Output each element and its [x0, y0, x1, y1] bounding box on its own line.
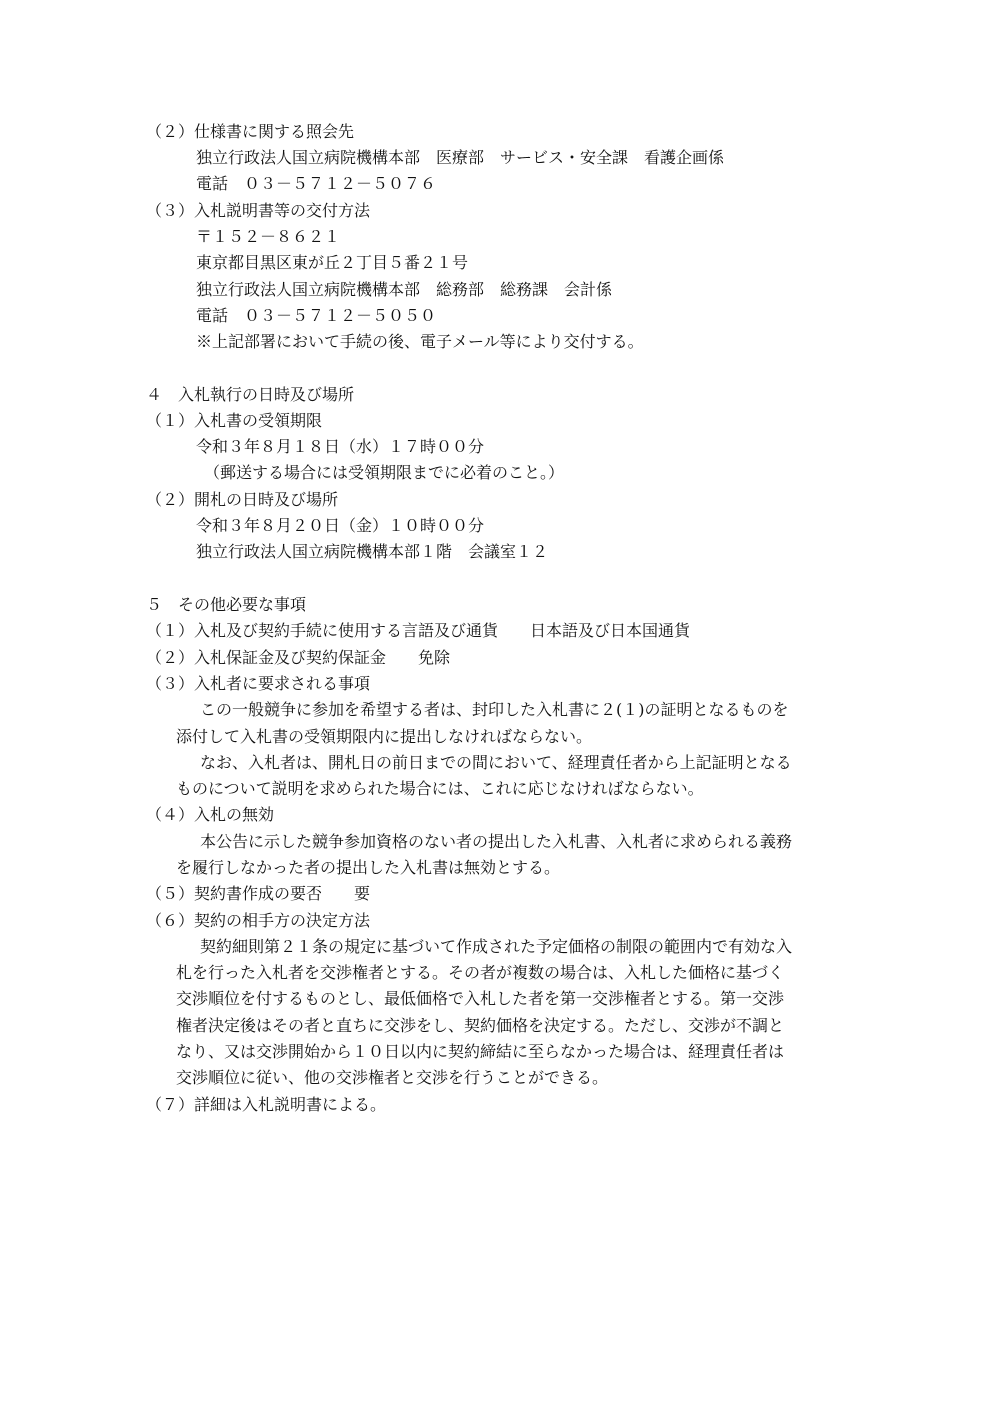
sec3-item3-address: 東京都目黒区東が丘２丁目５番２１号 — [196, 253, 469, 272]
sec5-item3-para1-line2: 添付して入札書の受領期限内に提出しなければならない。 — [176, 727, 593, 746]
sec3-item3-tel: 電話 ０３－５７１２－５０５０ — [196, 306, 437, 325]
sec4-heading: ４ 入札執行の日時及び場所 — [146, 385, 355, 404]
sec4-item1-note: （郵送する場合には受領期限までに必着のこと。） — [204, 463, 565, 482]
sec3-item3-label: （３）入札説明書等の交付方法 — [146, 201, 371, 220]
sec3-item3-postal: 〒１５２－８６２１ — [196, 227, 341, 246]
sec5-item3-para2-line1: なお、入札者は、開札日の前日までの間において、経理責任者から上記証明となる — [200, 753, 792, 772]
sec5-item3-label: （３）入札者に要求される事項 — [146, 674, 371, 693]
sec4-item2-datetime: 令和３年８月２０日（金）１０時００分 — [196, 516, 485, 535]
sec5-item6-line5: なり、又は交渉開始から１０日以内に契約締結に至らなかった場合は、経理責任者は — [176, 1042, 785, 1061]
sec3-item2-tel: 電話 ０３－５７１２－５０７６ — [196, 174, 437, 193]
sec5-item6-line2: 札を行った入札者を交渉権者とする。その者が複数の場合は、入札した価格に基づく — [176, 963, 785, 982]
sec3-item3-org: 独立行政法人国立病院機構本部 総務部 総務課 会計係 — [196, 280, 613, 299]
sec3-item2-org: 独立行政法人国立病院機構本部 医療部 サービス・安全課 看護企画係 — [196, 148, 725, 167]
sec5-item5: （５）契約書作成の要否 要 — [146, 884, 371, 903]
sec5-item3-para2-line2: ものについて説明を求められた場合には、これに応じなければならない。 — [176, 779, 704, 798]
sec4-item2-label: （２）開札の日時及び場所 — [146, 490, 339, 509]
sec3-item2-label: （２）仕様書に関する照会先 — [146, 122, 355, 141]
sec5-item6-line1: 契約細則第２１条の規定に基づいて作成された予定価格の制限の範囲内で有効な入 — [200, 937, 793, 956]
sec5-item6-line6: 交渉順位に従い、他の交渉権者と交渉を行うことができる。 — [176, 1068, 609, 1087]
sec4-item2-place: 独立行政法人国立病院機構本部１階 会議室１２ — [196, 542, 549, 561]
sec5-item6-line4: 権者決定後はその者と直ちに交渉をし、契約価格を決定する。ただし、交渉が不調と — [176, 1016, 785, 1035]
sec5-item6-label: （６）契約の相手方の決定方法 — [146, 911, 371, 930]
sec5-item3-para1-line1: この一般競争に参加を希望する者は、封印した入札書に２(１)の証明となるものを — [200, 700, 789, 719]
sec5-item7: （７）詳細は入札説明書による。 — [146, 1095, 387, 1114]
sec5-item2: （２）入札保証金及び契約保証金 免除 — [146, 648, 451, 667]
sec5-item4-line2: を履行しなかった者の提出した入札書は無効とする。 — [176, 858, 561, 877]
sec5-heading: ５ その他必要な事項 — [146, 595, 307, 614]
sec5-item4-label: （４）入札の無効 — [146, 805, 275, 824]
sec4-item1-datetime: 令和３年８月１８日（水）１７時００分 — [196, 437, 485, 456]
sec3-item3-note: ※上記部署において手続の後、電子メール等により交付する。 — [196, 332, 644, 351]
sec5-item4-line1: 本公告に示した競争参加資格のない者の提出した入札書、入札者に求められる義務 — [200, 832, 793, 851]
sec5-item6-line3: 交渉順位を付するものとし、最低価格で入札した者を第一交渉権者とする。第一交渉 — [176, 989, 785, 1008]
sec4-item1-label: （１）入札書の受領期限 — [146, 411, 323, 430]
sec5-item1: （１）入札及び契約手続に使用する言語及び通貨 日本語及び日本国通貨 — [146, 621, 691, 640]
